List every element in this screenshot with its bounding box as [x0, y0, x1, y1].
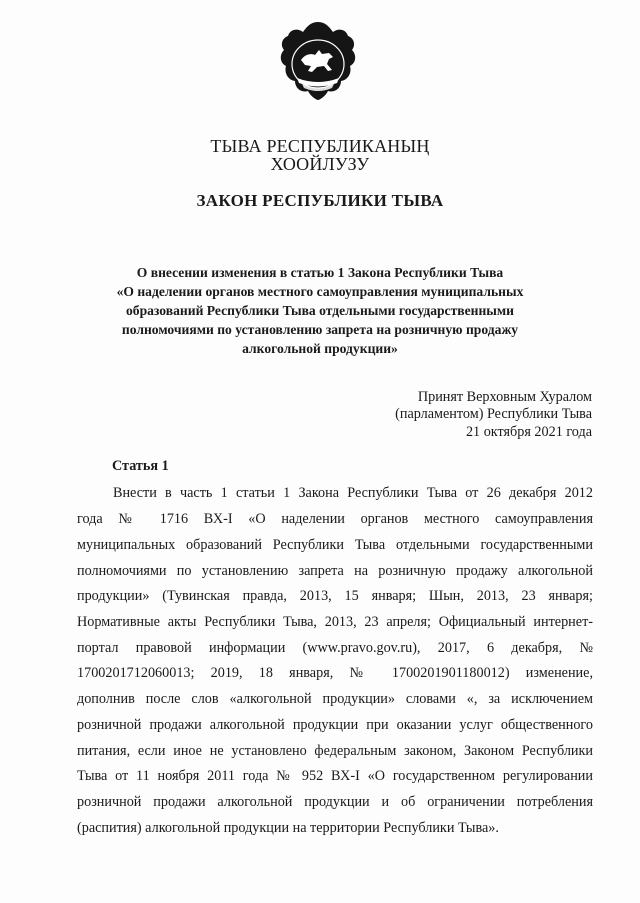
- article-text-line: розничной продажи алкогольной продукции при оказании услуг общественного: [77, 717, 593, 733]
- article-text-line: Нормативные акты Республики Тыва, 2013, 23 апреля; Официальный интернет-: [77, 614, 593, 630]
- law-title: ЗАКОН РЕСПУБЛИКИ ТЫВА: [196, 191, 444, 210]
- article-text-line: питания, если иное не установлено федеральным законом, Законом Республики: [77, 743, 593, 759]
- republic-name-tuvan-line2: ХООЙЛУЗУ: [270, 154, 370, 174]
- coat-of-arms-emblem: [277, 20, 359, 104]
- article-text-line: Тыва от 11 ноября 2011 года № 952 ВХ-I «О государственном регулировании: [77, 768, 593, 784]
- adoption-line: Принят Верховным Хуралом: [417, 389, 592, 405]
- article-text-line: года № 1716 ВХ-I «О наделении органов местного самоуправления: [77, 511, 593, 527]
- adoption-line: (парламентом) Республики Тыва: [395, 406, 592, 422]
- article-text-line: розничной продажи алкогольной продукции и об ограничении потребления: [77, 794, 593, 810]
- article-heading: Статья 1: [112, 458, 169, 474]
- subject-line: образований Республики Тыва отдельными государственными: [125, 303, 515, 318]
- article-text-line: полномочиями по установлению запрета на розничную продажу алкогольной: [77, 563, 593, 579]
- article-text-line: продукции» (Тувинская правда, 2013, 15 января; Шын, 2013, 23 января;: [77, 588, 593, 604]
- adoption-line: 21 октября 2021 года: [465, 424, 592, 440]
- article-text-line: Внести в часть 1 статьи 1 Закона Республики Тыва от 26 декабря 2012: [113, 485, 593, 501]
- article-text-line: муниципальных образований Республики Тыва отдельными государственными: [77, 537, 593, 553]
- subject-line: «О наделении органов местного самоуправления муниципальных: [116, 284, 524, 299]
- article-text-line: дополнив после слов «алкогольной продукции» словами «, за исключением: [77, 691, 593, 707]
- article-text-line: (распития) алкогольной продукции на территории Республики Тыва».: [77, 820, 499, 836]
- subject-line: полномочиями по установлению запрета на розничную продажу: [121, 322, 519, 337]
- subject-line: алкогольной продукции»: [242, 341, 398, 356]
- article-text-line: портал правовой информации (www.pravo.gov.ru), 2017, 6 декабря, №: [77, 640, 593, 656]
- subject-line: О внесении изменения в статью 1 Закона Республики Тыва: [136, 265, 504, 280]
- republic-name-tuvan-line1: ТЫВА РЕСПУБЛИКАНЫҢ: [210, 136, 430, 156]
- article-text-line: 1700201712060013; 2019, 18 января, № 1700201901180012) изменение,: [77, 665, 593, 681]
